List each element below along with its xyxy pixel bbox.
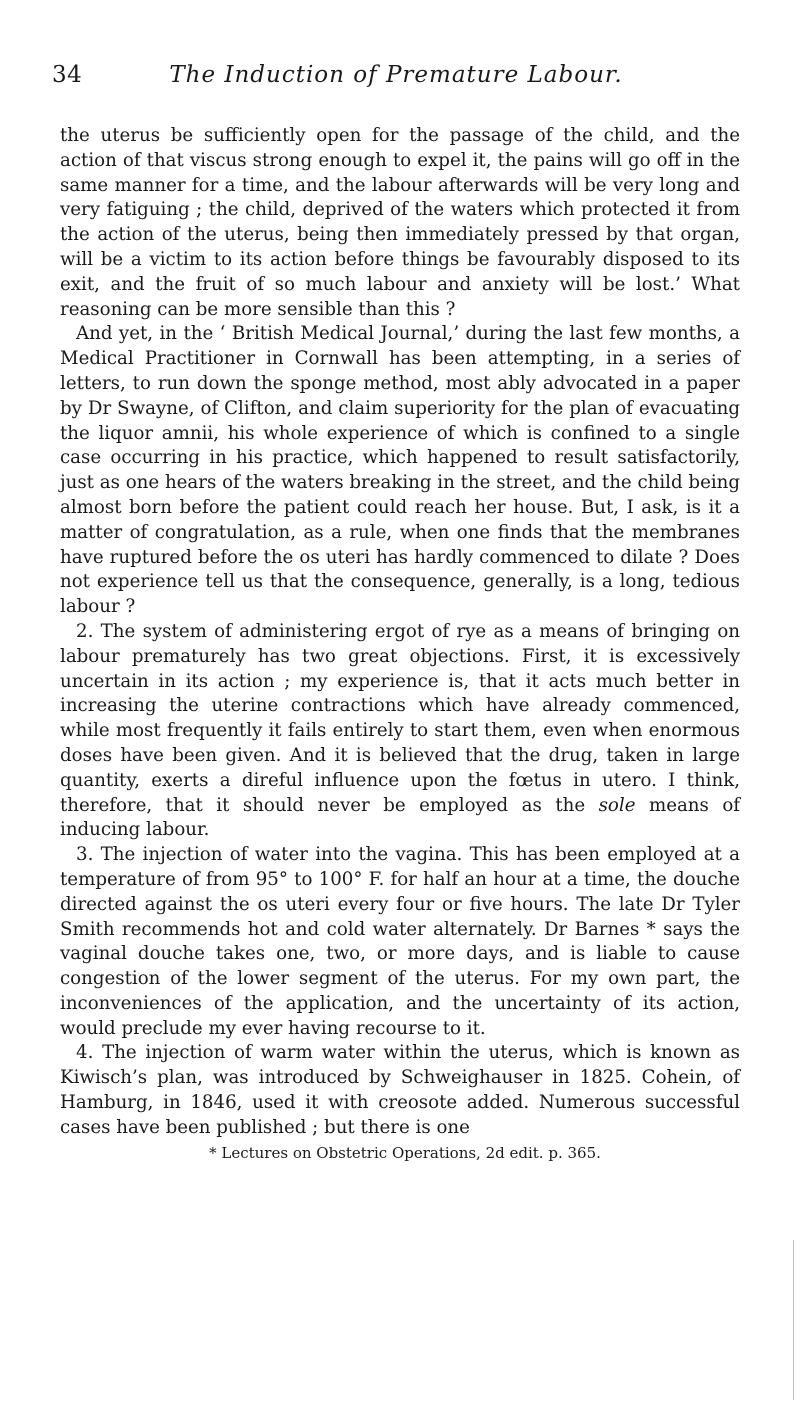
- paragraph-text: 4. The injection of warm water within the uterus, which is known as Kiwisch’s plan, was introduced by Schweighauser in 1825. Cohein, of Hamburg, in 1846, used it with creosote added. Numerous successful cases have been published ; but there is one: [60, 1042, 740, 1138]
- running-head: [52, 62, 740, 98]
- paragraph-vaginal-injection: [60, 843, 740, 1041]
- emphasis-word: sole: [598, 794, 636, 816]
- paragraph-text-tail: means of inducing labour.: [60, 794, 740, 841]
- paragraph-text: And yet, in the ‘ British Medical Journal,’ during the last few months, a Medical Practitioner in Cornwall has been attempting, in a series of letters, to run down the sponge method, most ably advocated in a paper by Dr Swayne, of Clifton, and claim superiority for the plan of evacuating the liquor amnii, his whole experience of which is confined to a single case occurring in his practice, which happened to result satisfactorily, just as one hears of the waters breaking in the street, and the child being almost born before the patient could reach her house. But, I ask, is it a matter of congratulation, as a rule, when one finds that the membranes have ruptured before the os uteri has hardly commenced to dilate ? Does not experience tell us that the consequence, generally, is a long, tedious labour ?: [60, 323, 741, 618]
- paragraph-ergot-method: [60, 620, 740, 843]
- paragraph-uterine-injection: [60, 1041, 740, 1140]
- running-title: The Induction of Premature Labour.: [169, 62, 623, 88]
- page-number: 34: [52, 62, 83, 88]
- paragraph-text: the uterus be sufficiently open for the passage of the child, and the action of that viscus strong enough to expel it, the pains will go off in the same manner for a time, and the labour afterwards will be very long and very fatiguing ; the child, deprived of the waters which protected it from the action of the uterus, being then immediately pressed by that organ, will be a victim to its action before things be favourably disposed to its exit, and the fruit of so much labour and anxiety will be lost.’ What reasoning can be more sensible than this ?: [60, 125, 740, 320]
- paragraph-continuation: [60, 124, 740, 322]
- paragraph-text: 3. The injection of water into the vagina. This has been employed at a temperature of from 95° to 100° F. for half an hour at a time, the douche directed against the os uteri every four or five hours. The late Dr Tyler Smith recommends hot and cold water alternately. Dr Barnes * says the vaginal douche takes one, two, or more days, and is liable to cause congestion of the lower segment of the uterus. For my own part, the inconveniences of the application, and the uncertainty of its action, would preclude my ever having recourse to it.: [60, 844, 740, 1039]
- footnote: * Lectures on Obstetric Operations, 2d edit. p. 365.: [209, 1143, 601, 1162]
- scan-edge-line: [793, 1240, 794, 1400]
- body-text: [60, 124, 740, 1141]
- paragraph-text: 2. The system of administering ergot of rye as a means of bringing on labour prematurely has two great objections. First, it is excessively uncertain in its action ; my experience is, that it acts much better in increasing the uterine contractions which have already commenced, while most frequently it fails entirely to start them, even when enormous doses have been given. And it is believed that the drug, taken in large quantity, exerts a direful influence upon the fœtus in utero. I think, therefore, that it should never be employed as the: [60, 620, 740, 816]
- paragraph-journal-critique: [60, 322, 740, 620]
